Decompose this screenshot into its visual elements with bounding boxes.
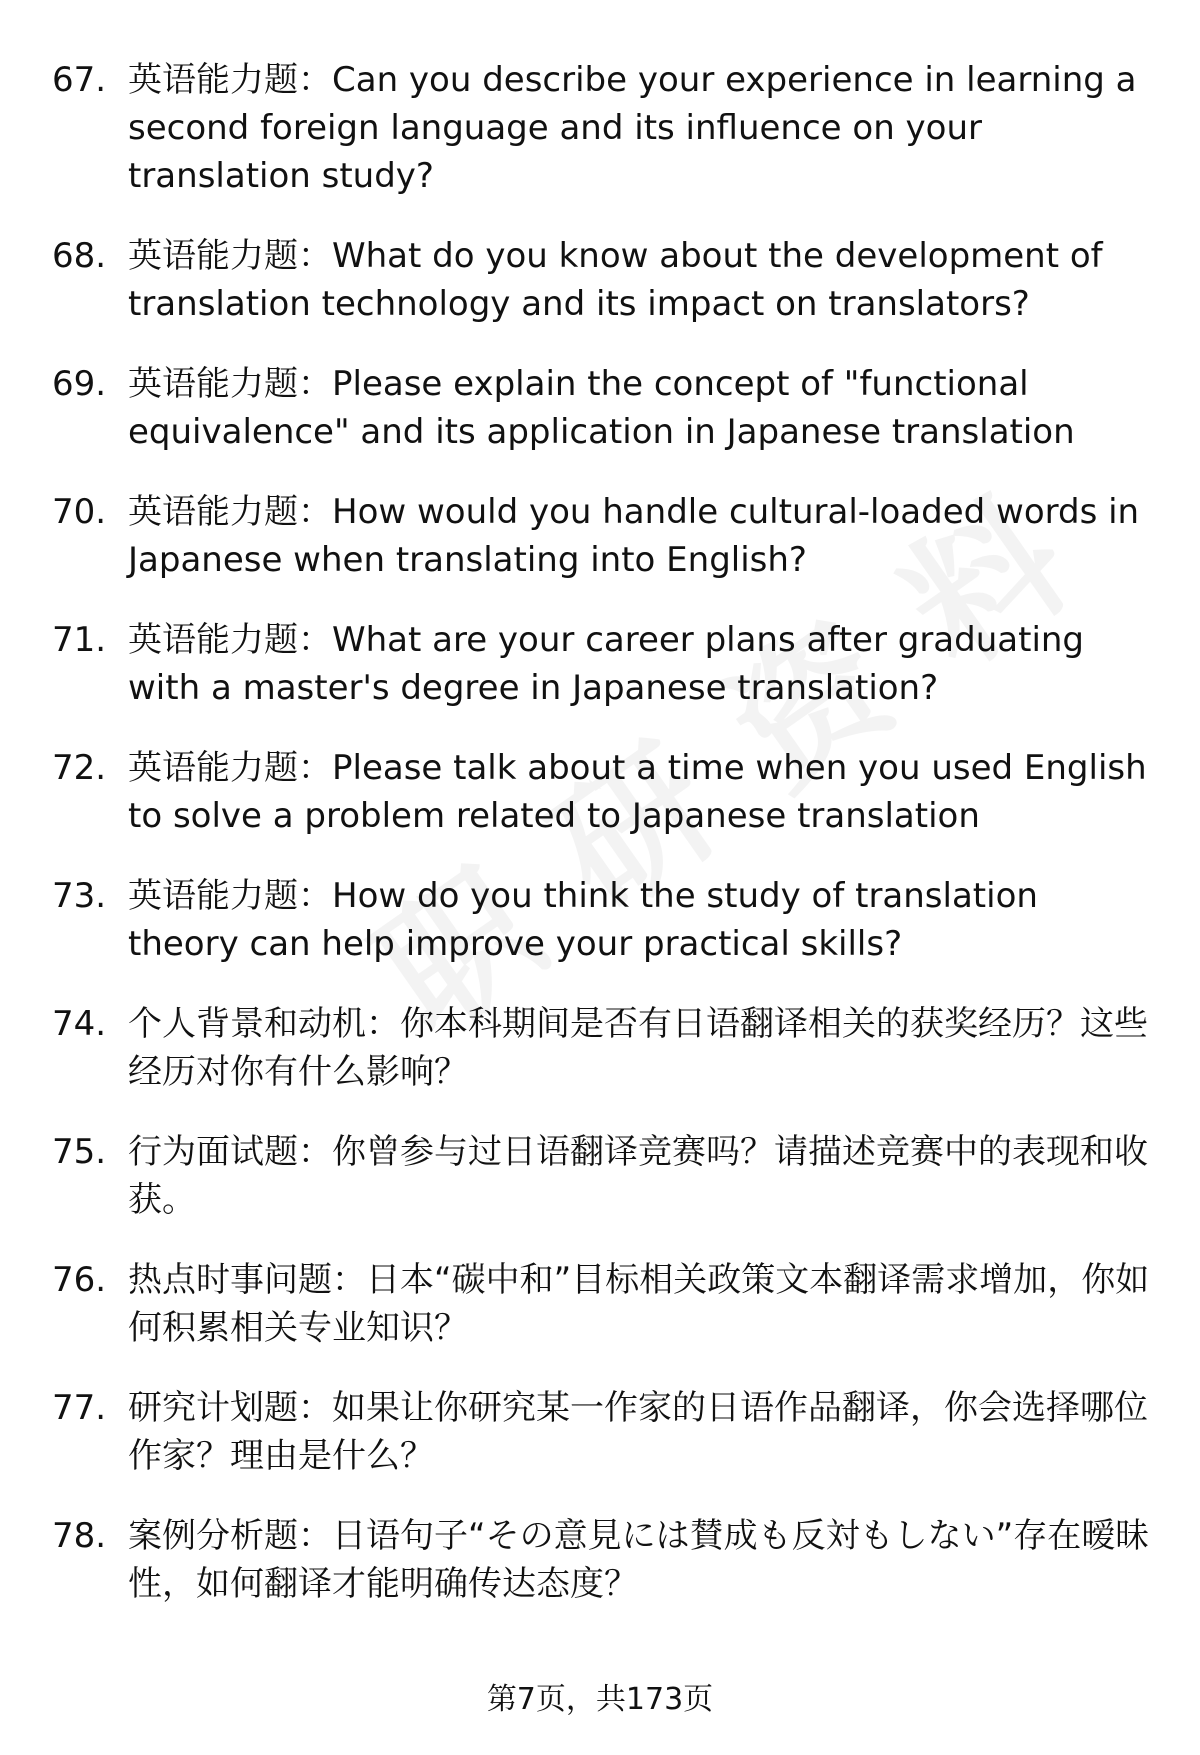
question-text: 英语能力题：Please explain the concept of "functional equivalence" and its application in Japanese translation <box>128 364 1075 452</box>
question-text: 个人背景和动机：你本科期间是否有日语翻译相关的获奖经历？这些经历对你有什么影响？ <box>128 1004 1148 1092</box>
question-item <box>52 488 1152 584</box>
question-number: 74. <box>52 1004 107 1044</box>
question-number: 73. <box>52 876 107 916</box>
question-item <box>52 1384 1152 1480</box>
question-number: 68. <box>52 236 107 276</box>
question-number: 72. <box>52 748 107 788</box>
question-number: 67. <box>52 60 107 100</box>
question-item <box>52 1128 1152 1224</box>
question-text: 英语能力题：How would you handle cultural-loaded words in Japanese when translating into English? <box>128 492 1140 580</box>
question-item <box>52 360 1152 456</box>
page-footer <box>0 1680 1200 1720</box>
question-item <box>52 1000 1152 1096</box>
question-item <box>52 232 1152 328</box>
page-number-label: 第7页，共173页 <box>486 1682 714 1717</box>
question-item <box>52 616 1152 712</box>
question-number: 76. <box>52 1260 107 1300</box>
question-item <box>52 744 1152 840</box>
question-text: 热点时事问题：日本“碳中和”目标相关政策文本翻译需求增加，你如何积累相关专业知识？ <box>128 1260 1150 1348</box>
question-text: 英语能力题：What do you know about the development of translation technology and its impact on translators? <box>128 236 1103 324</box>
question-item <box>52 56 1152 200</box>
question-text: 行为面试题：你曾参与过日语翻译竞赛吗？请描述竞赛中的表现和收获。 <box>128 1132 1148 1220</box>
question-number: 69. <box>52 364 107 404</box>
question-text: 研究计划题：如果让你研究某一作家的日语作品翻译，你会选择哪位作家？理由是什么？ <box>128 1388 1148 1476</box>
question-number: 71. <box>52 620 107 660</box>
question-text: 英语能力题：What are your career plans after graduating with a master's degree in Japanese translation? <box>128 620 1085 708</box>
question-text: 英语能力题：Can you describe your experience in learning a second foreign language and its influence on your translation study? <box>128 60 1137 196</box>
question-text: 英语能力题：How do you think the study of translation theory can help improve your practical skills? <box>128 876 1038 964</box>
question-item <box>52 1512 1152 1608</box>
question-text: 案例分析题：日语句子“その意見には賛成も反対もしない”存在暧昧性，如何翻译才能明确传达态度？ <box>128 1516 1150 1604</box>
question-number: 75. <box>52 1132 107 1172</box>
question-number: 78. <box>52 1516 107 1556</box>
question-list <box>52 56 1152 1640</box>
question-number: 77. <box>52 1388 107 1428</box>
question-item <box>52 1256 1152 1352</box>
question-item <box>52 872 1152 968</box>
question-number: 70. <box>52 492 107 532</box>
question-text: 英语能力题：Please talk about a time when you used English to solve a problem related to Japanese translation <box>128 748 1147 836</box>
